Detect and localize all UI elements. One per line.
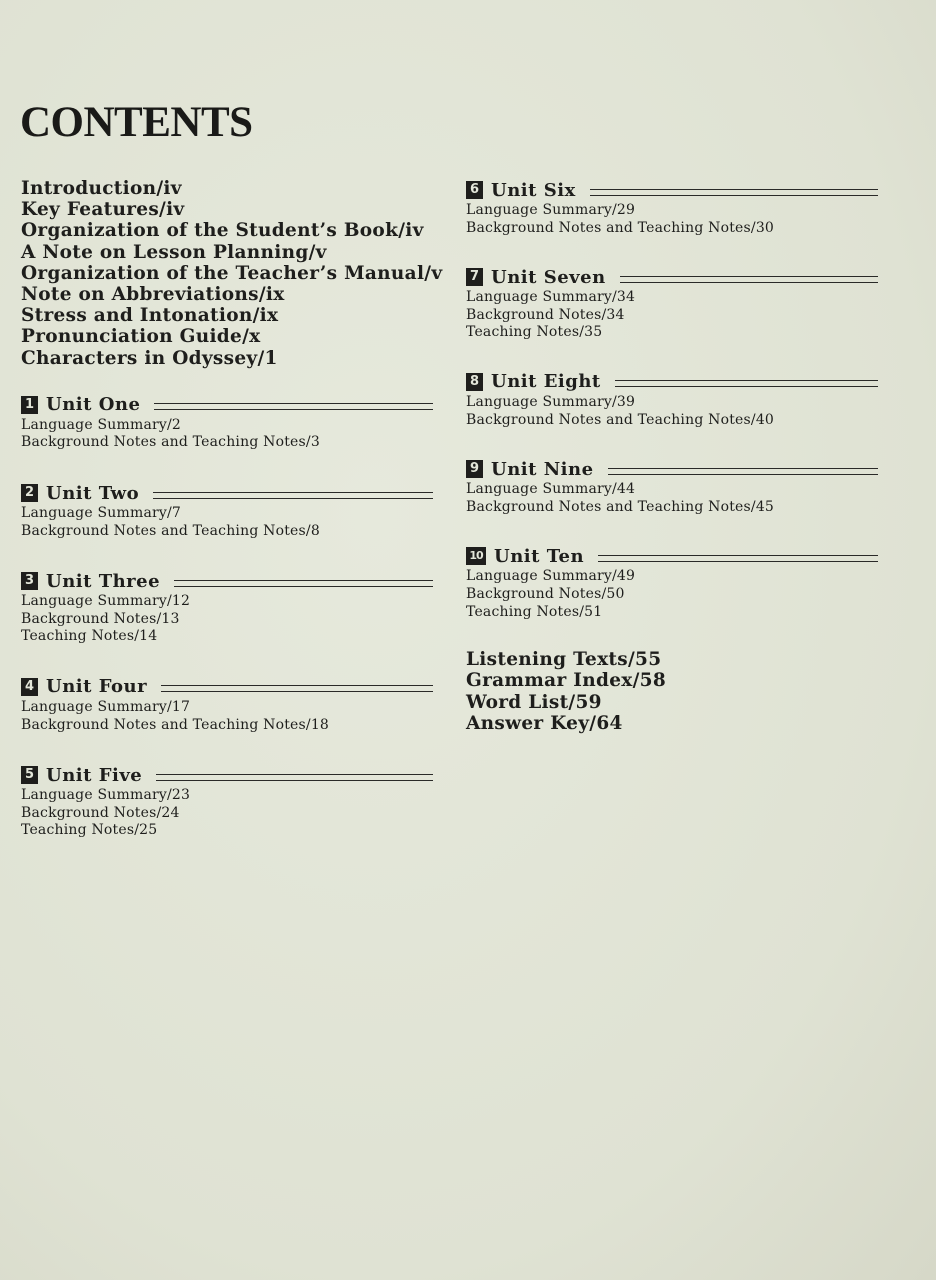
- front-matter-item: Key Features/iv: [21, 199, 185, 221]
- unit-entry: Background Notes and Teaching Notes/8: [21, 522, 320, 539]
- front-matter-item: Introduction/iv: [21, 178, 182, 199]
- double-rule: [161, 685, 433, 692]
- unit-section: [466, 178, 878, 237]
- front-matter-item: Pronunciation Guide/x: [21, 326, 261, 348]
- unit-section: [21, 763, 433, 840]
- back-matter-item: Listening Texts/55: [466, 649, 662, 671]
- unit-section: [466, 457, 878, 516]
- unit-heading: [466, 370, 878, 394]
- unit-heading: [466, 457, 878, 481]
- unit-entry: Language Summary/12: [21, 593, 191, 610]
- double-rule: [153, 492, 433, 499]
- unit-title: Unit Two: [46, 482, 140, 504]
- unit-heading: [466, 178, 878, 202]
- unit-number-badge: 10: [466, 547, 486, 565]
- back-matter-item: Answer Key/64: [466, 712, 623, 734]
- front-matter-list: [21, 178, 443, 369]
- unit-section: [21, 393, 433, 452]
- unit-entry: Background Notes and Teaching Notes/45: [466, 498, 775, 515]
- back-matter-list: [466, 649, 878, 734]
- unit-title: Unit Six: [491, 179, 576, 201]
- unit-title: Unit Ten: [494, 545, 585, 567]
- unit-number-badge: 9: [466, 460, 483, 478]
- unit-entry: Language Summary/17: [21, 698, 191, 715]
- double-rule: [620, 276, 878, 283]
- unit-entry: Background Notes and Teaching Notes/30: [466, 219, 775, 236]
- double-rule: [608, 468, 878, 475]
- unit-heading: [21, 569, 433, 593]
- page-title: CONTENTS: [20, 99, 253, 146]
- unit-number-badge: 8: [466, 373, 483, 391]
- unit-entry: Background Notes and Teaching Notes/18: [21, 716, 330, 733]
- unit-section: [21, 569, 433, 646]
- double-rule: [590, 189, 878, 196]
- unit-heading: [21, 481, 433, 505]
- unit-title: Unit Three: [46, 570, 161, 592]
- unit-heading: [466, 544, 878, 568]
- unit-entry: Background Notes and Teaching Notes/40: [466, 411, 775, 428]
- unit-section: [466, 265, 878, 342]
- unit-entry: Background Notes/50: [466, 585, 625, 602]
- front-matter-item: Note on Abbreviations/ix: [21, 284, 285, 306]
- double-rule: [154, 403, 433, 410]
- unit-heading: [21, 393, 433, 417]
- unit-number-badge: 5: [21, 766, 38, 784]
- unit-entry: Language Summary/7: [21, 505, 182, 522]
- unit-section: [21, 481, 433, 540]
- unit-heading: [466, 265, 878, 289]
- unit-entry: Background Notes/24: [21, 804, 180, 821]
- unit-entry: Teaching Notes/35: [466, 324, 603, 341]
- back-matter-item: Word List/59: [466, 691, 602, 713]
- unit-number-badge: 7: [466, 268, 483, 286]
- left-column: [21, 178, 443, 869]
- unit-number-badge: 1: [21, 396, 38, 414]
- unit-heading: [21, 675, 433, 699]
- unit-entry: Language Summary/34: [466, 289, 636, 306]
- unit-title: Unit Five: [46, 764, 143, 786]
- front-matter-item: Organization of the Student’s Book/iv: [21, 220, 424, 242]
- unit-entry: Language Summary/44: [466, 481, 636, 498]
- unit-entry: Background Notes/34: [466, 306, 625, 323]
- double-rule: [156, 774, 433, 781]
- double-rule: [174, 580, 433, 587]
- unit-title: Unit Four: [46, 676, 148, 698]
- unit-entry: Teaching Notes/51: [466, 603, 603, 620]
- back-matter-item: Grammar Index/58: [466, 670, 666, 692]
- front-matter-item: A Note on Lesson Planning/v: [21, 241, 327, 263]
- unit-title: Unit Eight: [491, 371, 601, 393]
- front-matter-item: Organization of the Teacher’s Manual/v: [21, 262, 443, 284]
- unit-entry: Background Notes/13: [21, 610, 180, 627]
- unit-title: Unit One: [46, 394, 141, 416]
- unit-entry: Language Summary/23: [21, 787, 191, 804]
- unit-entry: Language Summary/2: [21, 416, 182, 433]
- unit-title: Unit Nine: [491, 458, 594, 480]
- double-rule: [598, 555, 878, 562]
- double-rule: [615, 380, 878, 387]
- unit-entry: Language Summary/49: [466, 568, 636, 585]
- front-matter-item: Stress and Intonation/ix: [21, 305, 279, 327]
- front-matter-item: Characters in Odyssey/1: [21, 347, 278, 369]
- unit-entry: Teaching Notes/25: [21, 822, 158, 839]
- unit-heading: [21, 763, 433, 787]
- right-column: [466, 178, 878, 734]
- unit-entry: Teaching Notes/14: [21, 628, 158, 645]
- unit-section: [466, 544, 878, 621]
- unit-section: [21, 675, 433, 734]
- unit-number-badge: 4: [21, 678, 38, 696]
- unit-entry: Language Summary/29: [466, 202, 636, 218]
- unit-entry: Language Summary/39: [466, 393, 636, 410]
- unit-number-badge: 3: [21, 572, 38, 590]
- unit-title: Unit Seven: [491, 266, 606, 288]
- unit-number-badge: 2: [21, 484, 38, 502]
- unit-section: [466, 370, 878, 429]
- unit-number-badge: 6: [466, 181, 483, 199]
- unit-entry: Background Notes and Teaching Notes/3: [21, 434, 320, 451]
